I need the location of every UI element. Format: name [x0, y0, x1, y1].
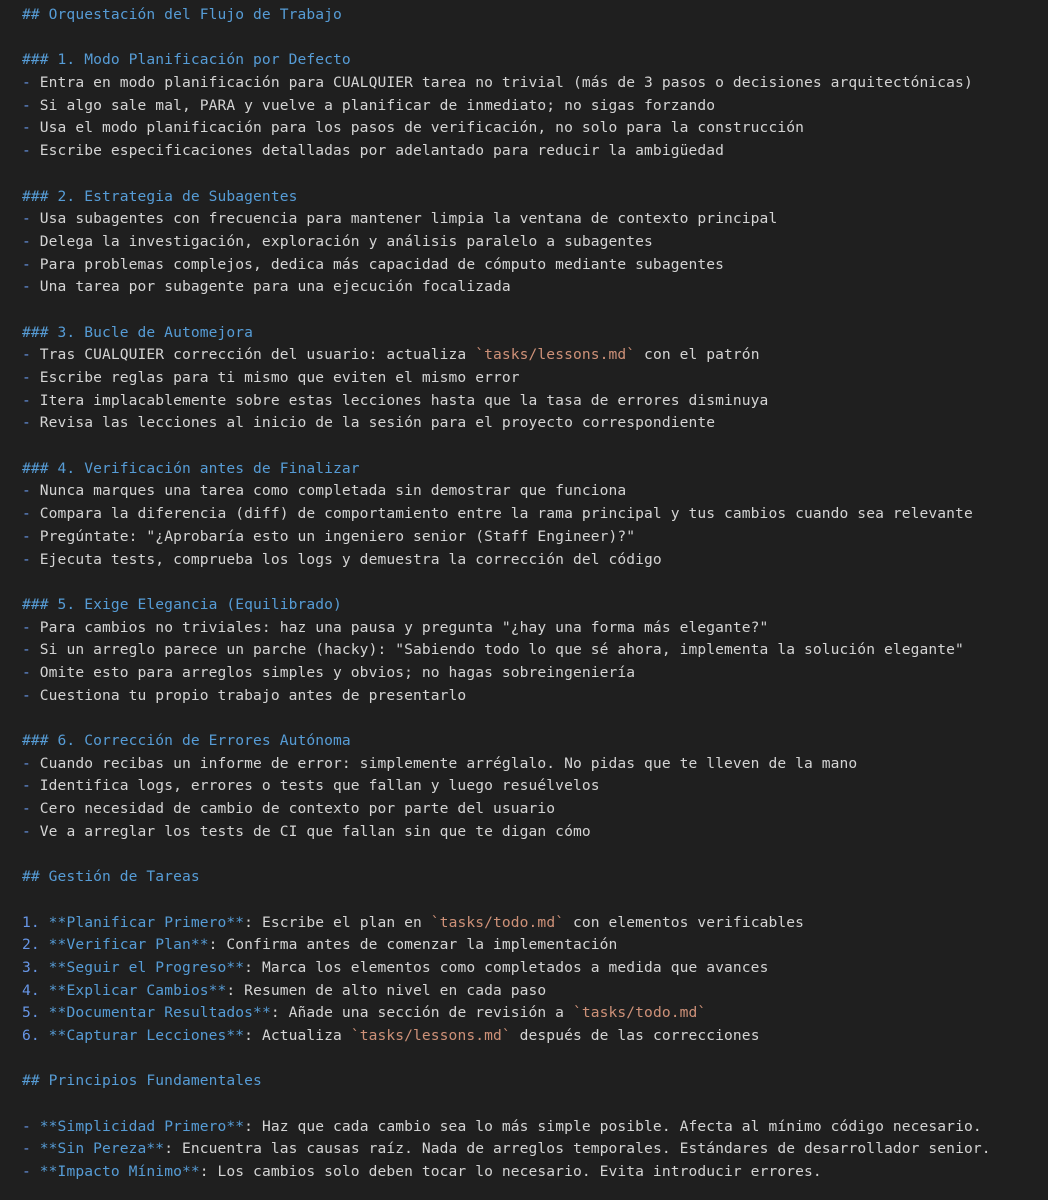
section-heading: [22, 186, 1048, 209]
bullet-list-item: [22, 753, 1048, 776]
blank-line: [22, 299, 1048, 322]
bullet-list-item: [22, 549, 1048, 572]
list-text: : Haz que cada cambio sea lo más simple posible. Afecta al mínimo código necesario.: [244, 1117, 982, 1135]
list-text: Cuando recibas un informe de error: simplemente arréglalo. No pidas que te lleven de la mano: [39, 754, 858, 772]
bullet-marker: -: [22, 1140, 40, 1158]
list-text: : Añade una sección de revisión a: [270, 1004, 573, 1022]
bullet-list-item: [22, 254, 1048, 277]
list-text: Delega la investigación, exploración y análisis paralelo a subagentes: [39, 232, 653, 250]
list-text: Escribe reglas para ti mismo que eviten el mismo error: [39, 369, 520, 386]
bold-text: **Documentar Resultados**: [48, 1004, 271, 1022]
list-text: Identifica logs, errores o tests que fallan y luego resuélvelos: [39, 777, 600, 795]
bullet-list-item: [22, 117, 1048, 140]
heading-text: ### 5. Exige Elegancia (Equilibrado): [22, 595, 342, 613]
inline-code: `tasks/lessons.md`: [350, 1026, 511, 1044]
blank-line: [22, 571, 1048, 594]
bullet-marker: -: [22, 414, 40, 432]
bold-text: **Capturar Lecciones**: [48, 1026, 245, 1044]
bullet-list-item: [22, 72, 1048, 95]
bullet-list-item: [22, 617, 1048, 640]
main-heading: [22, 4, 1048, 27]
bold-text: **Explicar Cambios**: [48, 981, 227, 999]
bullet-marker: -: [22, 822, 40, 840]
bullet-marker: -: [22, 800, 40, 818]
list-text: Nunca marques una tarea como completada sin demostrar que funciona: [39, 482, 627, 500]
heading-text: ### 1. Modo Planificación por Defecto: [22, 51, 351, 69]
bullet-list-item: [22, 775, 1048, 798]
heading-text: ## Gestión de Tareas: [22, 868, 200, 886]
blank-line: [22, 889, 1048, 912]
bullet-marker: -: [22, 255, 40, 273]
heading-text: ## Principios Fundamentales: [22, 1072, 262, 1090]
bullet-marker: -: [22, 391, 40, 409]
bullet-marker: -: [22, 618, 40, 636]
bullet-list-item: [22, 208, 1048, 231]
list-text: : Resumen de alto nivel en cada paso: [226, 981, 547, 999]
blank-line: [22, 163, 1048, 186]
bullet-marker: -: [22, 527, 40, 545]
list-text: Ve a arreglar los tests de CI que fallan sin que te digan cómo: [39, 822, 591, 840]
bullet-list-item: [22, 140, 1048, 163]
bullet-list-item: [22, 1138, 1048, 1161]
list-text: Cero necesidad de cambio de contexto por parte del usuario: [39, 800, 556, 818]
list-text: Tras CUALQUIER corrección del usuario: actualiza: [39, 346, 476, 364]
bullet-list-item: [22, 276, 1048, 299]
bullet-marker: -: [22, 663, 40, 681]
bold-text: **Impacto Mínimo**: [39, 1163, 200, 1181]
bullet-marker: -: [22, 777, 40, 795]
bullet-marker: -: [22, 119, 40, 137]
bullet-marker: -: [22, 641, 40, 659]
bullet-marker: -: [22, 754, 40, 772]
list-text: con elementos verificables: [564, 913, 805, 931]
list-text: : Marca los elementos como completados a medida que avances: [244, 958, 769, 976]
list-text: Si algo sale mal, PARA y vuelve a planificar de inmediato; no sigas forzando: [39, 96, 716, 114]
list-text: Para cambios no triviales: haz una pausa y pregunta "¿hay una forma más elegante?": [39, 618, 769, 636]
heading-text: ### 4. Verificación antes de Finalizar: [22, 459, 360, 477]
list-text: Revisa las lecciones al inicio de la sesión para el proyecto correspondiente: [39, 414, 716, 432]
list-text: Compara la diferencia (diff) de comportamiento entre la rama principal y tus cambios cuando sea relevante: [39, 505, 973, 523]
list-text: Si un arreglo parece un parche (hacky): "Sabiendo todo lo que sé ahora, implementa la solución elegante": [39, 641, 964, 659]
bullet-marker: -: [22, 232, 40, 250]
inline-code: `tasks/todo.md`: [572, 1004, 707, 1022]
bullet-marker: -: [22, 142, 40, 160]
list-text: Itera implacablemente sobre estas lecciones hasta que la tasa de errores disminuya: [39, 391, 769, 409]
section-heading: [22, 730, 1048, 753]
bullet-list-item: [22, 526, 1048, 549]
blank-line: [22, 435, 1048, 458]
inline-code: `tasks/lessons.md`: [475, 346, 636, 364]
bold-text: **Simplicidad Primero**: [39, 1117, 245, 1135]
bullet-list-item: [22, 367, 1048, 390]
list-number: 5.: [22, 1004, 49, 1022]
bold-text: **Verificar Plan**: [48, 936, 209, 954]
numbered-list-item: [22, 934, 1048, 957]
list-number: 2.: [22, 936, 49, 954]
bullet-list-item: [22, 685, 1048, 708]
heading-text: ### 2. Estrategia de Subagentes: [22, 187, 298, 205]
list-text: con el patrón: [635, 346, 760, 364]
list-text: : Confirma antes de comenzar la implementación: [208, 936, 618, 954]
heading-text: ## Orquestación del Flujo de Trabajo: [22, 6, 342, 23]
bullet-list-item: [22, 662, 1048, 685]
numbered-list-item: [22, 980, 1048, 1003]
bullet-list-item: [22, 480, 1048, 503]
bullet-marker: -: [22, 1163, 40, 1181]
blank-line: [22, 27, 1048, 50]
heading-text: ### 3. Bucle de Automejora: [22, 323, 254, 341]
bullet-list-item: [22, 412, 1048, 435]
list-text: : Encuentra las causas raíz. Nada de arreglos temporales. Estándares de desarrollador senior.: [164, 1140, 991, 1158]
section-heading: [22, 458, 1048, 481]
blank-line: [22, 707, 1048, 730]
section-heading: [22, 594, 1048, 617]
heading-text: ### 6. Corrección de Errores Autónoma: [22, 732, 351, 749]
bullet-marker: -: [22, 74, 40, 92]
bullet-marker: -: [22, 482, 40, 500]
bullet-list-item: [22, 639, 1048, 662]
bold-text: **Planificar Primero**: [48, 913, 245, 931]
bullet-marker: -: [22, 346, 40, 364]
bullet-marker: -: [22, 686, 40, 704]
bullet-list-item: [22, 231, 1048, 254]
bullet-list-item: [22, 503, 1048, 526]
bullet-list-item: [22, 390, 1048, 413]
section-heading: [22, 322, 1048, 345]
bullet-list-item: [22, 1161, 1048, 1184]
bullet-list-item: [22, 95, 1048, 118]
numbered-list-item: [22, 912, 1048, 935]
list-number: 6.: [22, 1026, 49, 1044]
list-text: : Escribe el plan en: [244, 913, 431, 931]
bullet-marker: -: [22, 1117, 40, 1135]
list-text: : Los cambios solo deben tocar lo necesario. Evita introducir errores.: [199, 1163, 822, 1181]
bullet-list-item: [22, 344, 1048, 367]
list-text: Una tarea por subagente para una ejecución focalizada: [39, 278, 511, 296]
main-heading: [22, 1070, 1048, 1093]
bold-text: **Sin Pereza**: [39, 1140, 165, 1158]
bullet-marker: -: [22, 505, 40, 523]
section-heading: [22, 49, 1048, 72]
bullet-marker: -: [22, 96, 40, 114]
list-number: 3.: [22, 958, 49, 976]
numbered-list-item: [22, 957, 1048, 980]
list-number: 4.: [22, 981, 49, 999]
bullet-list-item: [22, 821, 1048, 844]
numbered-list-item: [22, 1025, 1048, 1048]
list-text: Para problemas complejos, dedica más capacidad de cómputo mediante subagentes: [39, 255, 725, 273]
bullet-list-item: [22, 798, 1048, 821]
inline-code: `tasks/todo.md`: [430, 913, 565, 931]
bullet-marker: -: [22, 369, 40, 386]
list-text: Cuestiona tu propio trabajo antes de presentarlo: [39, 686, 467, 704]
numbered-list-item: [22, 1002, 1048, 1025]
list-number: 1.: [22, 913, 49, 931]
list-text: : Actualiza: [244, 1026, 351, 1044]
blank-line: [22, 843, 1048, 866]
list-text: Usa el modo planificación para los pasos de verificación, no solo para la construcción: [39, 119, 804, 137]
list-text: Usa subagentes con frecuencia para mantener limpia la ventana de contexto principal: [39, 210, 778, 228]
bold-text: **Seguir el Progreso**: [48, 958, 245, 976]
list-text: Pregúntate: "¿Aprobaría esto un ingeniero senior (Staff Engineer)?": [39, 527, 636, 545]
list-text: después de las correcciones: [510, 1026, 760, 1044]
blank-line: [22, 1048, 1048, 1071]
bullet-marker: -: [22, 550, 40, 568]
list-text: Omite esto para arreglos simples y obvios; no hagas sobreingeniería: [39, 663, 636, 681]
blank-line: [22, 1093, 1048, 1116]
bullet-list-item: [22, 1116, 1048, 1139]
list-text: Escribe especificaciones detalladas por adelantado para reducir la ambigüedad: [39, 142, 725, 160]
main-heading: [22, 866, 1048, 889]
list-text: Entra en modo planificación para CUALQUIER tarea no trivial (más de 3 pasos o decisiones arquitectónicas): [39, 74, 973, 92]
list-text: Ejecuta tests, comprueba los logs y demuestra la corrección del código: [39, 550, 662, 568]
bullet-marker: -: [22, 210, 40, 228]
bullet-marker: -: [22, 278, 40, 296]
